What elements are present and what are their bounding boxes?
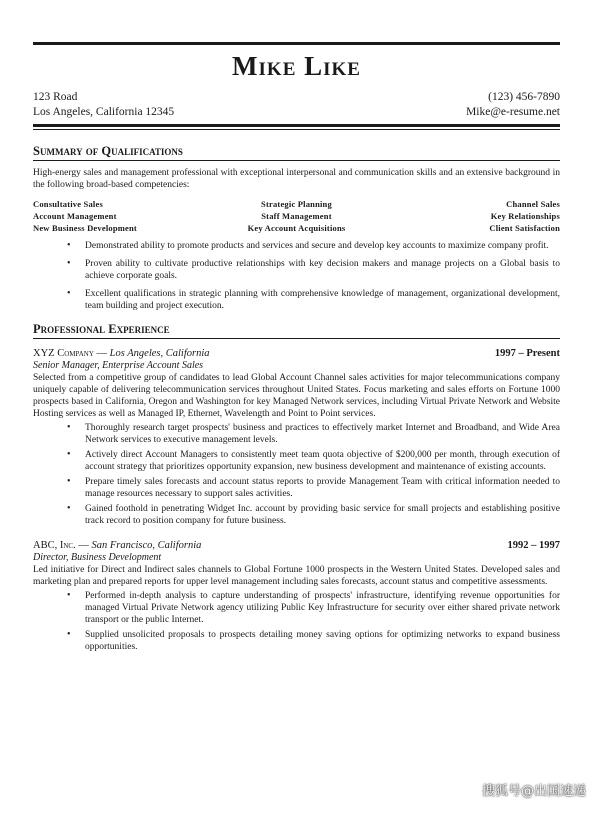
- summary-bullet: • Proven ability to cultivate productive relationships with key decision makers and manage projects on a Global basis to achieve corporate goals.: [85, 258, 560, 282]
- job-company: ABC, Inc.: [33, 540, 76, 551]
- watermark-text: 搜狐号@出国速递: [481, 784, 586, 799]
- job-bullet: • Performed in-depth analysis to capture understanding of prospects' infrastructure, identifying revenue opportunities for managed Virtual Private Network agency utilizing Public Key Infrastructure for security over either shared private network transport or the public Internet.: [85, 590, 560, 626]
- job-header: [33, 347, 560, 360]
- competency-item: Consultative Sales: [33, 199, 103, 209]
- competency-item: New Business Development: [33, 223, 137, 233]
- job-header: [33, 539, 560, 552]
- email-address: Mike@e-resume.net: [466, 106, 560, 118]
- summary-bullets: [33, 240, 560, 312]
- job-location: San Francisco, California: [91, 540, 202, 551]
- job-bullet: • Gained foothold in penetrating Widget Inc. account by providing basic service for small projects and establishing positive track record to position company for future business.: [85, 503, 560, 527]
- job-dash: —: [96, 348, 110, 359]
- address-line-2: Los Angeles, California 12345: [33, 106, 175, 118]
- job-location: Los Angeles, California: [109, 348, 210, 359]
- experience-section-title: Professional Experience: [33, 322, 560, 339]
- competency-item: Key Relationships: [490, 211, 560, 221]
- top-rule: [33, 42, 560, 45]
- job-company: XYZ Company: [33, 348, 94, 359]
- job-description: Led initiative for Direct and Indirect sales channels to Global Fortune 1000 prospects in the Western United States. Developed sales and marketing plan and prepared reports for upper level management including sales forecasts, account status and competitive assessments.: [33, 565, 560, 587]
- job-description: Selected from a competitive group of candidates to lead Global Account Channel sales activities for major telecommunications company uniquely capable of delivering telecommunication services throughout United States. Focus marketing and sales efforts on Fortune 1000 prospects based in California, Oregon and Washington for key Managed Network services, including Virtual Private Network and Website Hosting services as well as Managed IP, Ethernet, Wavelength and Point to Point services.: [33, 373, 560, 419]
- header-rule: [33, 124, 560, 130]
- job-bullet: • Supplied unsolicited proposals to prospects detailing money saving options for optimizing networks to expand business opportunities.: [85, 629, 560, 653]
- job-position: Director, Business Development: [33, 552, 162, 563]
- job-company-line: [33, 347, 210, 360]
- summary-bullet: • Excellent qualifications in strategic planning with comprehensive knowledge of management, organizational development, team building and project execution.: [85, 288, 560, 312]
- job-position: Senior Manager, Enterprise Account Sales: [33, 360, 204, 371]
- competency-item: Account Management: [33, 211, 117, 221]
- competency-item: Channel Sales: [506, 199, 560, 209]
- job-bullet: • Thoroughly research target prospects' business and practices to effectively market Internet and Broadband, and Wide Area Network services to executive management levels.: [85, 422, 560, 446]
- job-bullets: [33, 590, 560, 653]
- job-dash: —: [78, 540, 92, 551]
- summary-section-title: Summary of Qualifications: [33, 144, 560, 161]
- summary-intro: High-energy sales and management professional with exceptional interpersonal and communication skills and an extensive background in the following broad-based competencies:: [33, 168, 560, 190]
- job-bullet: • Prepare timely sales forecasts and account status reports to provide Management Team with critical information needed to manage resources necessary to support sales activities.: [85, 476, 560, 500]
- job-bullet: • Actively direct Account Managers to consistently meet team quota objective of $200,000 per month, through execution of account strategy that prioritizes opportunity expansion, new business development and maintenance of existing accounts.: [85, 449, 560, 473]
- address-block: [33, 90, 174, 120]
- phone-email-block: [466, 90, 560, 120]
- contact-block: [33, 90, 560, 120]
- competency-item: Staff Management: [261, 211, 332, 221]
- job-bullets: [33, 422, 560, 527]
- competencies-grid: [33, 198, 560, 234]
- competency-item: Client Satisfaction: [489, 223, 560, 233]
- phone-number: (123) 456-7890: [488, 91, 560, 103]
- competency-item: Strategic Planning: [261, 199, 332, 209]
- competency-item: Key Account Acquisitions: [247, 223, 346, 233]
- address-line-1: 123 Road: [33, 91, 78, 103]
- job-company-line: [33, 539, 201, 552]
- resume-page: [33, 42, 560, 656]
- summary-bullet: • Demonstrated ability to promote products and services and secure and develop key accounts to maximize company profit.: [85, 240, 560, 252]
- job-years: 1997 – Present: [494, 348, 560, 359]
- job-years: 1992 – 1997: [507, 540, 560, 551]
- candidate-name: Mike Like: [232, 51, 361, 81]
